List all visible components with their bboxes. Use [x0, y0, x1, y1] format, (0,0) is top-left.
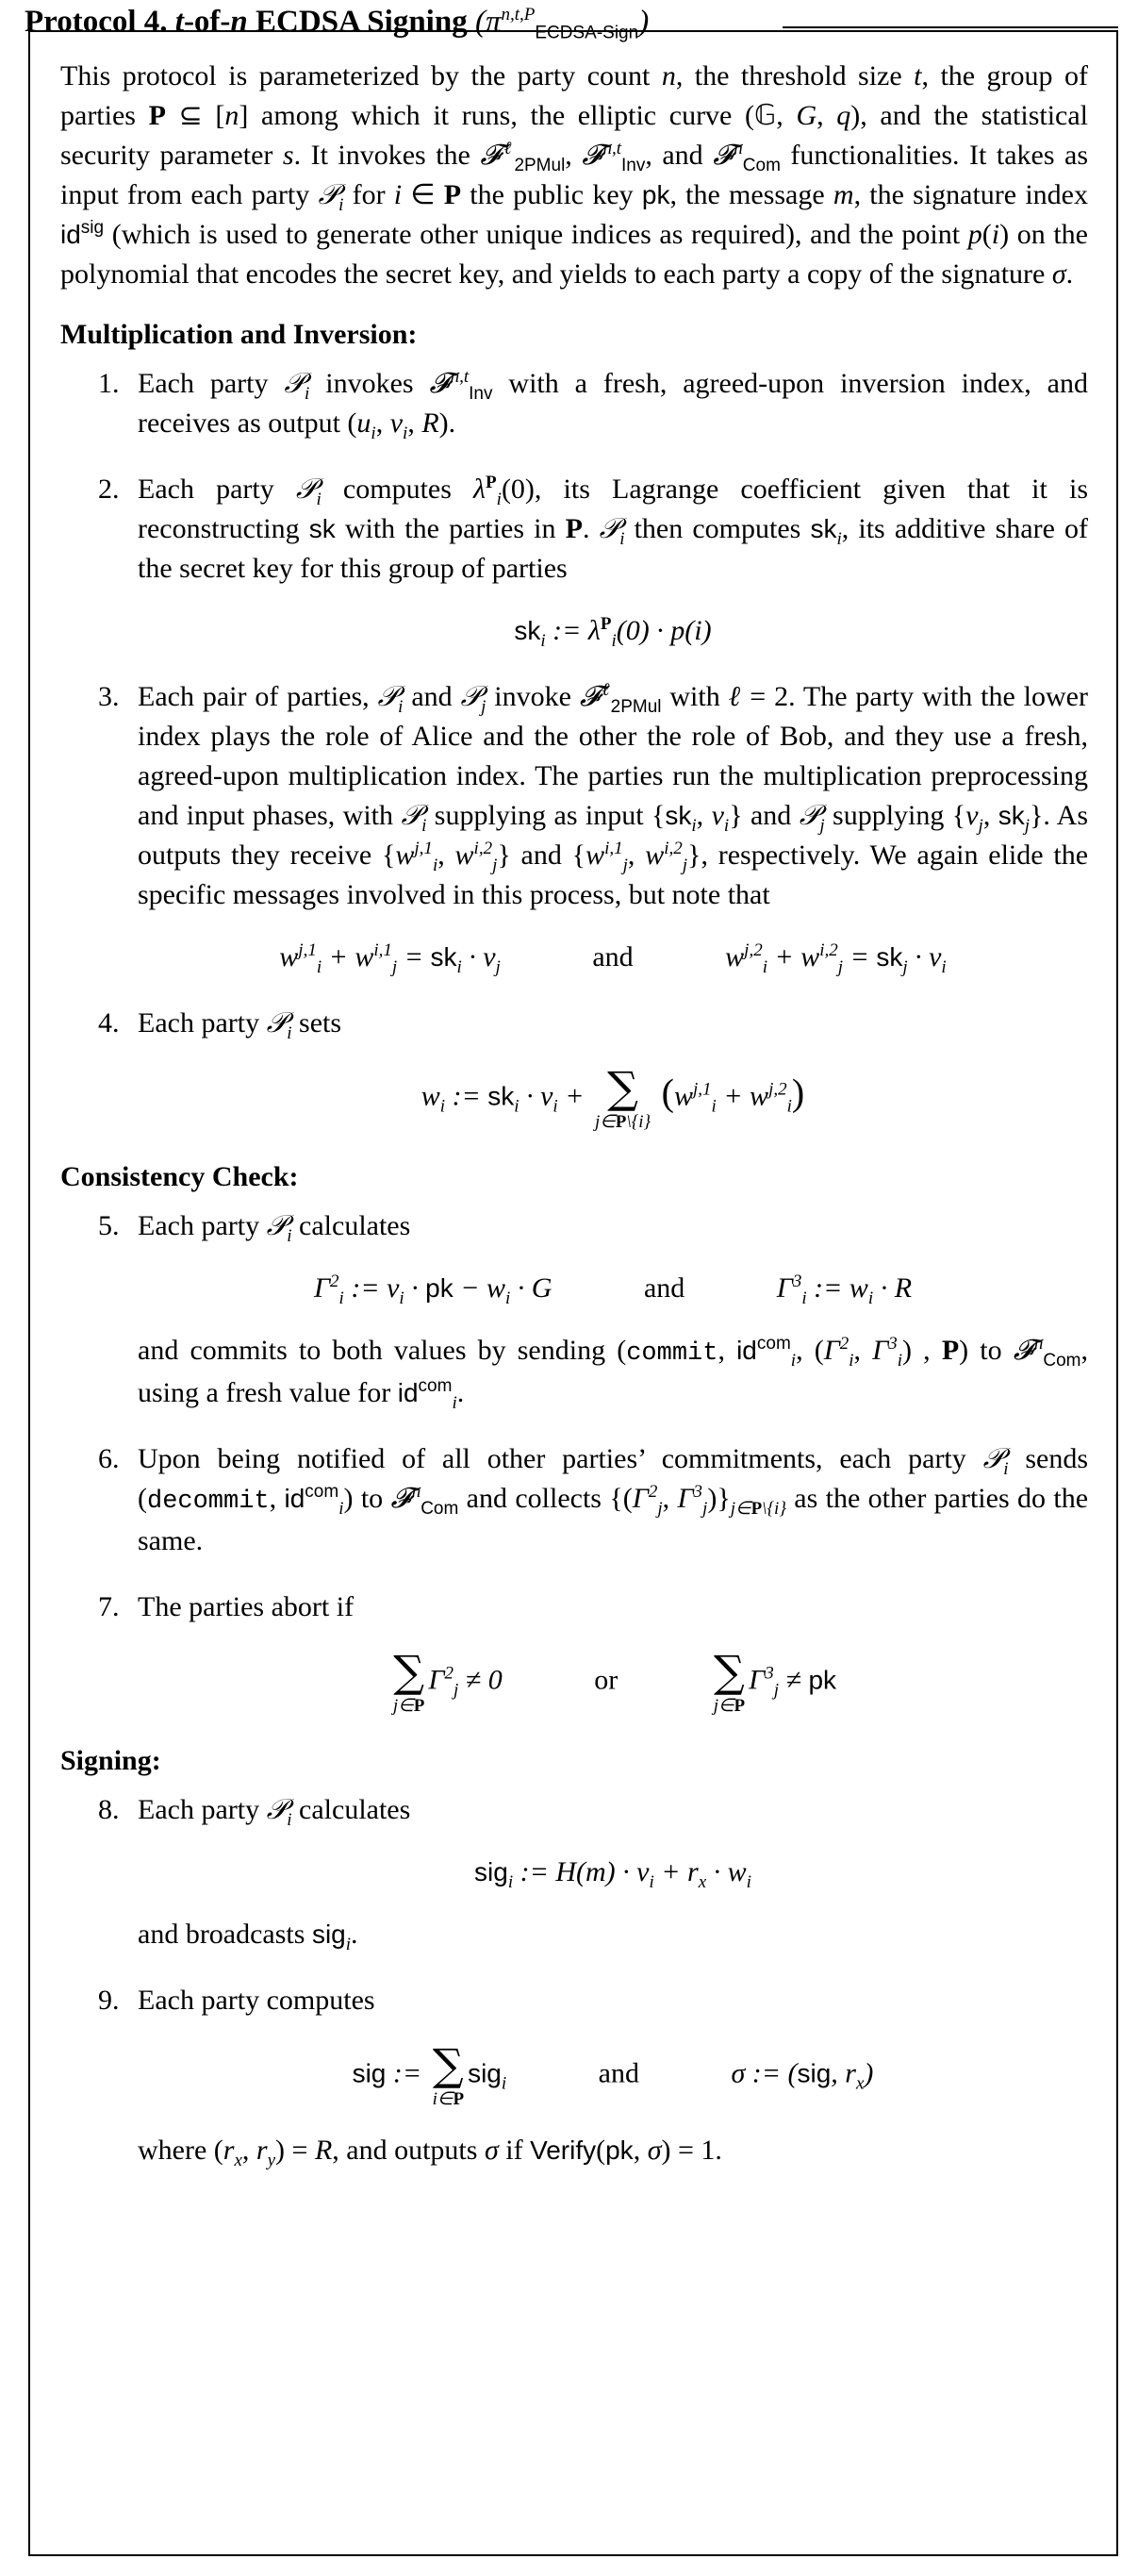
section-consistency: Consistency Check: [60, 1161, 299, 1192]
protocol-body [60, 57, 1088, 2197]
equation-shares: $w^{j,1}_i + w^{i,1}_j = sk_i \cdot v_j$ and $w^{j,2}_i + w^{i,2}_j = sk_j \cdot v_i$ [279, 940, 947, 977]
step-6: 6. Upon being notified of all other parties’ commitments, each party 𝒫$_i$ sends (decommit, $id^{com}_i$) to 𝓕$^n_{Com}$ and collects {($\Gamma^2_j$, $\Gamma^3_j)\}_{j\in P\backslash\{i\}}$ as the other parties do the same. [98, 1442, 1089, 1556]
step-9: 9. Each party computes sig := ∑ i∈P sig$_i$ and σ := (sig, $r_x$) where ($r_x$, $r_y) = R$, and outputs σ if Verify(pk, σ) = 1. [60, 1981, 1088, 2170]
equation-gamma: $\Gamma^2_i$ := $v_i$ · pk − $w_i \cdot G$ and $\Gamma^3_i$ := $w_i \cdot R$ [313, 1271, 913, 1308]
step-3: 3. Each pair of parties, 𝒫$_i$ and 𝒫$_j$ invoke 𝓕$^\ell_{2PMul}$ with ℓ = 2. The party with the lower index plays the role of Alice and the other the role of Bob, and they use a fresh, agreed-upon multiplication index. The parties run the multiplication preprocessing and input phases, with 𝒫$_i$ supplying as input {$sk_i$, $v_i$} and 𝒫$_j$ supplying {$v_j$, $sk_j$}. As outputs they receive {$w^{j,1}_i$, $w^{i,2}_j$} and {$w^{i,1}_j$, $w^{i,2}_j$}, respectively. We again elide the specific messages involved in this process, but note that $w^{j,1}_i + w^{i,1}_j = sk_i \cdot v_j$ and $w^{j,2}_i + w^{i,2}_j = sk_j \cdot v_i$ [98, 680, 1089, 977]
section-multiplication: Multiplication and Inversion: [60, 319, 418, 350]
step-2: 2. Each party 𝒫$_i$ computes $\lambda^P_i(0)$, its Lagrange coefficient given that it is reconstructing sk with the parties in P. 𝒫$_i$ then computes $sk_i$, its additive share of the secret key for this group of parties $sk_i$ := $\lambda^P_i(0) \cdot p(i)$ [98, 473, 1088, 651]
step-5: 5. Each party 𝒫$_i$ calculates $\Gamma^2_i$ := $v_i$ · pk − $w_i \cdot G$ and $\Gamma^3_i$ := $w_i \cdot R$ and commits to both values by sending (commit, $id^{com}_i$, ($\Gamma^2_i$, $\Gamma^3_i$) , P) to 𝓕$^n_{Com}$, using a fresh value for $id^{com}_i$. [98, 1209, 1088, 1413]
steps-signing [60, 1790, 1088, 2170]
step-1: 1. Each party 𝒫$_i$ invokes 𝓕$^{n,t}_{Inv}$ with a fresh, agreed-upon inversion index, and receives as output ($u_i$, $v_i$, R). [98, 367, 1088, 443]
protocol-label: Protocol 4. [25, 5, 168, 39]
protocol-name: t-of-n ECDSA Signing [174, 5, 468, 39]
intro-paragraph: This protocol is parameterized by the party count n, the threshold size t, the group of parties P ⊆ [n] among which it runs, the elliptic curve (𝔾, G, q), and the statistical security parameter s. It invokes the 𝓕$^\ell_{2PMul}$, 𝓕$^{n,t}_{Inv}$, and 𝓕$^n_{Com}$ functionalities. It takes as input from each party 𝒫$_i$ for i ∈ P the public key pk, the message m, the signature index $id^{sig}$ (which is used to generate other unique indices as required), and the point p(i) on the polynomial that encodes the secret key, and yields to each party a copy of the signature σ. [60, 60, 1089, 290]
equation-abort: ∑ j∈P $\Gamma^2_j \ne 0$ or ∑ j∈P $\Gamma^3_j$ ≠ pk [392, 1646, 837, 1716]
step-7: 7. The parties abort if ∑ j∈P $\Gamma^2_j \ne 0$ or ∑ j∈P $\Gamma^3_j$ ≠ pk [60, 1587, 1088, 1715]
section-signing: Signing: [60, 1745, 161, 1776]
title-rule [783, 26, 1118, 28]
protocol-title: Protocol 4. t-of-n ECDSA Signing $(\pi^{n,t,P}_{ECDSA-Sign})$ [21, 5, 658, 40]
equation-sigi: sig$_i$ := $H(m) \cdot v_i + r_x \cdot w_i$ [474, 1856, 751, 1892]
step-4: 4. Each party 𝒫$_i$ sets $w_i$ := $sk_i \cdot v_i$ + ∑ j∈P\{i} $(w^{j,1}_i + w^{j,2}_i)$ [60, 1004, 1088, 1131]
steps-consistency [60, 1206, 1088, 1715]
equation-sig: sig := ∑ i∈P sig$_i$ and σ := (sig, $r_x$) [352, 2039, 874, 2109]
step-8: 8. Each party 𝒫$_i$ calculates sig$_i$ := $H(m) \cdot v_i + r_x \cdot w_i$ and broadcasts sig$_i$. [60, 1790, 1088, 1954]
steps-multiplication [60, 364, 1088, 1131]
equation-ski: $sk_i$ := $\lambda^P_i(0) \cdot p(i)$ [514, 614, 712, 651]
equation-wi: $w_i$ := $sk_i \cdot v_i$ + ∑ j∈P\{i} $(w^{j,1}_i + w^{j,2}_i)$ [421, 1062, 805, 1132]
